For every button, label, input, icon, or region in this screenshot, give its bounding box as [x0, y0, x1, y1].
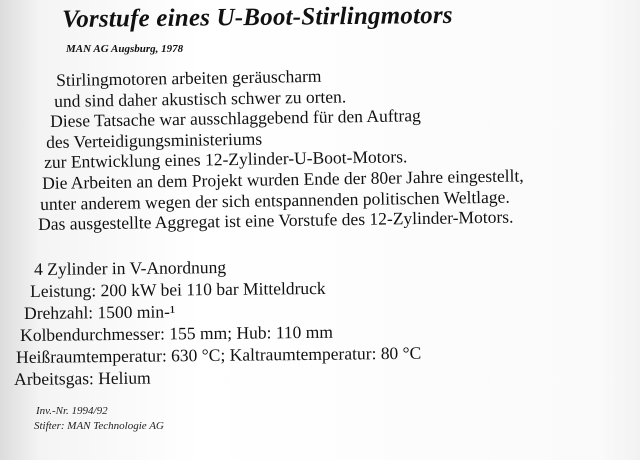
sign-title: Vorstufe eines U-Boot-Stirlingmotors — [62, 1, 453, 33]
paragraph-line: des Verteidigungsministeriums — [46, 128, 263, 152]
paragraph-line: und sind daher akustisch schwer zu orten. — [54, 86, 347, 111]
spec-line: Drehzahl: 1500 min-¹ — [24, 301, 176, 323]
inventory-number: Inv.-Nr. 1994/92 — [36, 405, 108, 417]
spec-line: 4 Zylinder in V-Anordnung — [34, 256, 227, 279]
paragraph-line: Diese Tatsache war ausschlaggebend für den Auftrag — [50, 105, 421, 132]
spec-line: Kolbendurchmesser: 155 mm; Hub: 110 mm — [20, 321, 334, 345]
paragraph-line: unter anderem wegen der sich entspannenden politischen Weltlage. — [40, 186, 510, 214]
paragraph-line: Das ausgestellte Aggregat ist eine Vorstufe des 12-Zylinder-Motors. — [38, 206, 514, 235]
spec-line: Heißraumtemperatur: 630 °C; Kaltraumtemperatur: 80 °C — [16, 342, 422, 367]
spec-line: Arbeitsgas: Helium — [14, 367, 151, 389]
footer-credits — [34, 404, 164, 434]
spec-line: Leistung: 200 kW bei 110 bar Mitteldruck — [30, 277, 326, 301]
paragraph-line: Die Arbeiten an dem Projekt wurden Ende der 80er Jahre eingestellt, — [42, 165, 524, 193]
paragraph-line: zur Entwicklung eines 12-Zylinder-U-Boot-Motors. — [44, 146, 408, 173]
sign-subtitle: MAN AG Augsburg, 1978 — [66, 43, 184, 55]
donor-credit: Stifter: MAN Technologie AG — [34, 420, 164, 432]
paragraph-line: Stirlingmotoren arbeiten geräuscharm — [56, 65, 322, 90]
description-paragraph — [38, 65, 630, 235]
technical-specs — [12, 258, 612, 390]
